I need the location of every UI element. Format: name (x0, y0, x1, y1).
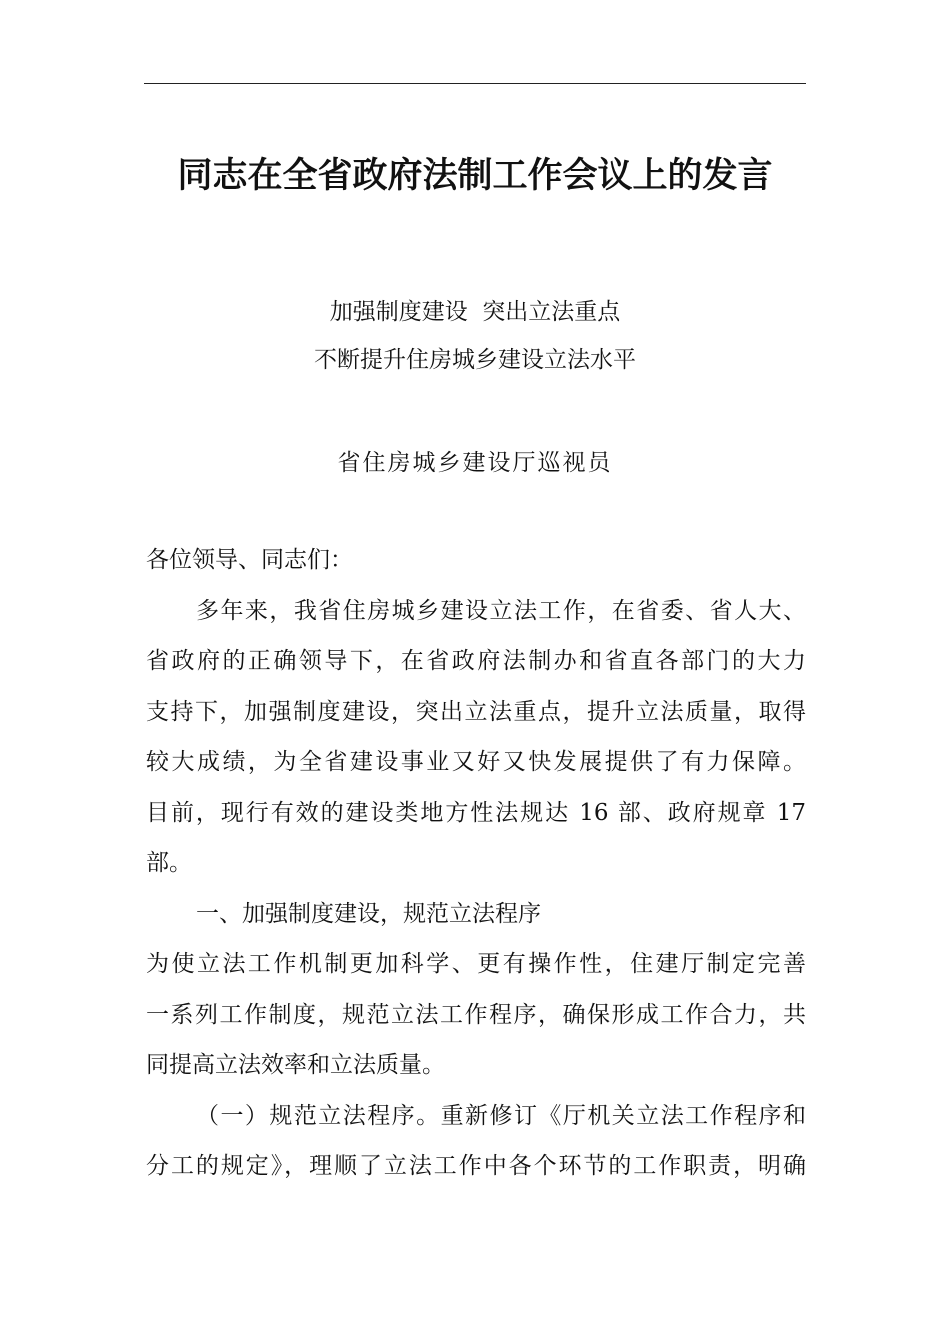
salutation: 各位领导、同志们： (146, 547, 353, 573)
paragraph-line: 多年来，我省住房城乡建设立法工作，在省委、省人大、 (196, 597, 806, 624)
paragraph-line: 同提高立法效率和立法质量。 (146, 1052, 445, 1078)
paragraph-line: （一）规范立法程序。重新修订《厅机关立法工作程序和 (196, 1102, 806, 1129)
author-title: 省住房城乡建设厅巡视员 (337, 450, 613, 476)
subtitle-line-2: 不断提升住房城乡建设立法水平 (314, 347, 636, 373)
paragraph-line: 一系列工作制度，规范立法工作程序，确保形成工作合力，共 (146, 1001, 806, 1028)
section-heading: 一、加强制度建设，规范立法程序 (196, 900, 541, 927)
paragraph-line: 较大成绩，为全省建设事业又好又快发展提供了有力保障。 (146, 749, 806, 775)
document-title: 同志在全省政府法制工作会议上的发言 (177, 155, 773, 196)
paragraph-line: 支持下，加强制度建设，突出立法重点，提升立法质量，取得 (146, 698, 806, 725)
paragraph-line: 目前，现行有效的建设类地方性法规达 16 部、政府规章 17 (146, 799, 806, 826)
paragraph-line: 分工的规定》，理顺了立法工作中各个环节的工作职责，明确 (146, 1153, 806, 1179)
paragraph-line: 省政府的正确领导下，在省政府法制办和省直各部门的大力 (146, 648, 806, 674)
paragraph-line: 为使立法工作机制更加科学、更有操作性，住建厅制定完善 (146, 951, 806, 977)
body-text (146, 540, 806, 1197)
header-rule (144, 83, 806, 84)
subtitle-line-1: 加强制度建设 突出立法重点 (329, 299, 621, 325)
paragraph-line: 部。 (146, 850, 192, 876)
